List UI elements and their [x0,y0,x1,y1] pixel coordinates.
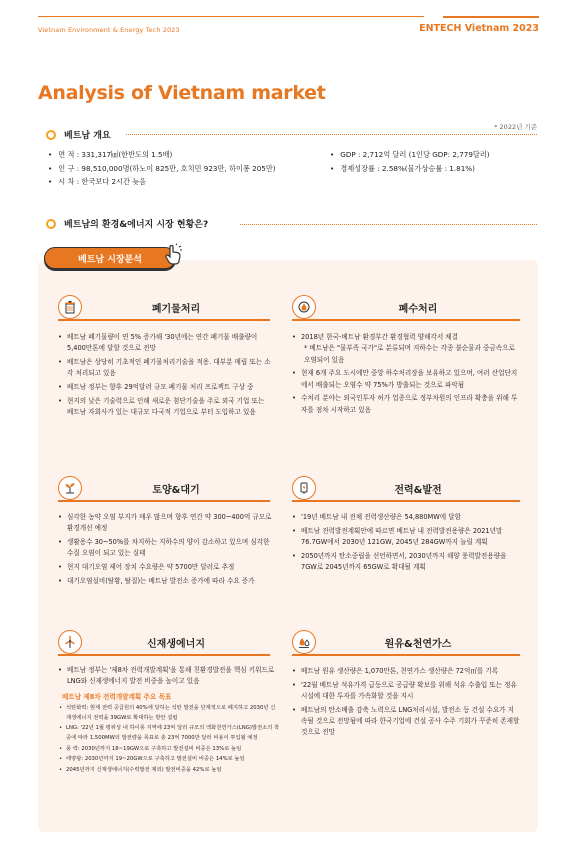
list-item: • 베트남 원유 생산량은 1,070만톤, 천연가스 생산량은 72억㎥를 기록 [292,666,520,677]
card-renewable-list [58,665,280,688]
card-soil-air-list [58,512,272,589]
card-waste-title: 폐기물처리 [151,304,201,315]
card-power-title: 전력&발전 [394,485,442,496]
pill-label: 베트남 시장분석 [78,254,142,265]
overview-left-list [48,148,338,189]
list-item: • 현재 6개 주요 도시에만 중앙 하수처리장을 보유하고 있으며, 여러 산업단지에서 배출되는 오염수 약 75%가 방출되는 것으로 파악됨 [292,368,520,391]
header-rule [38,16,424,17]
list-item: • '22월 베트남 석유가격 급등으로 공급량 확보를 위해 석유 수출입 또는 정유시설에 대한 투자를 가속화할 것을 지시 [292,680,520,703]
list-item: • 2045년까지 신재생에너지(수력발전 제외) 발전비중을 42%로 높임 [58,765,280,775]
page-header [38,16,539,40]
card-waste-list [58,332,272,421]
market-analysis-pill [44,247,176,269]
list-item: • 심각한 농약 오염 부지가 매우 많으며 향후 연간 약 300~400억 규모로 환경개선 예정 [58,512,272,535]
list-item: • 베트남 정부는 '제8차 전력개발계획'을 통해 친환경발전을 핵심 키워드로 LNG와 신재생에너지 발전 비중을 높이고 있음 [58,665,280,688]
card-renewable-title: 신재생에너지 [147,639,205,650]
wind-turbine-icon [58,630,82,654]
list-item: • 베트남 폐기물량이 연 5% 증가해 '30년에는 연간 폐기물 배출량이 5,400만톤에 달할 것으로 전망 [58,332,272,355]
list-item: • 베트남은 상당히 기초적인 폐기물처리기술을 적용. 대부분 매립 또는 소각 처리되고 있음 [58,357,272,380]
card-resources-head [292,630,520,654]
list-item: * 베트남은 "물부족 국가"로 분류되며 지하수는 각종 불순물과 중금속으로 오염되어 있음 [304,344,515,364]
card-resources-title: 원유&천연가스 [384,639,452,650]
list-item: • LNG: '22년 1월 평위성 내 하이퐁 지역에 23억 달러 규모의 액화천연가스(LNG)발전소의 착공에 따라 1,500MW의 발전량을 목표로 총 23억 7000만 달러 비용이 투입될 예정 [58,723,280,743]
overview-area: • 면 적 : 331,317㎢(한반도의 1.5배) [48,148,338,162]
list-item: • 수처리 분야는 외국인투자 허가 업종으로 정부차원의 인프라 확충을 위해 투자를 점차 시작하고 있음 [292,393,520,416]
bullet-circle-icon [46,130,56,140]
card-soil-air-title: 토양&대기 [152,485,200,496]
header-right-text: ENTECH Vietnam 2023 [419,23,539,34]
card-rule [58,319,270,321]
list-item: • 현지 대기오염 제어 장치 수요량은 약 5700만 달러로 추정 [58,562,272,573]
list-item: • '19년 베트남 내 전체 전력생산량은 54,880MW에 달함 [292,512,520,523]
waste-bin-icon [58,295,82,319]
market-heading-text: 베트남의 환경&에너지 시장 현황은? [64,220,209,230]
card-wastewater-list [292,332,520,418]
list-item: • 대기오염설비(탈황, 탈질)는 베트남 발전소 증가에 따라 수요 증가 [58,576,272,587]
plant-icon [58,476,82,500]
overview-heading-text: 베트남 개요 [64,131,111,141]
page-title: Analysis of Vietnam market [38,82,326,104]
overview-right-list [330,148,540,175]
card-renewable-head [58,630,270,654]
header-left-text: Vietnam Environment & Energy Tech 2023 [38,26,180,34]
card-rule [292,654,520,656]
market-dotted-rule [240,224,537,225]
overview-gdp: • GDP : 2,712억 달러 (1인당 GDP: 2,779달러) [330,148,540,162]
market-heading [46,217,208,230]
list-item: • 2050년까지 탄소중립을 선언하면서, 2030년까지 해양 풍력발전용량을 7GW로 2045년까지 65GW로 확대될 계획 [292,551,520,574]
card-rule [292,500,520,502]
renewable-sub-heading: 베트남 제8차 전력개발계획 주요 목표 [62,692,172,701]
list-item: • 현지의 낮은 기술력으로 인해 새로운 첨단기술을 주로 외국 기업 또는 베트남 자회사가 있는 대규모 다국적 기업으로 부터 도입하고 있음 [58,396,272,419]
list-item: • 석탄화력: 현재 전력 공급원의 40%에 달하는 석탄 발전을 단계적으로 폐지하고 2030년 신재생에너지 전력을 39GW로 확대하는 방안 설립 [58,703,280,723]
list-item: • 베트남 정부는 향후 29억달러 규모 폐기물 처리 프로젝트 구상 중 [58,382,272,393]
list-item-text: 베트남은 "물부족 국가"로 분류되며 지하수는 각종 불순물과 중금속으로 오염되어 있음 [304,344,515,364]
list-item: • 베트남의 탄소배출 감축 노력으로 LNG처리시설, 발전소 등 건설 수요가 지속될 것으로 전망됨에 따라 한국기업에 건설 공사 수주 기회가 꾸준히 존재할 것으로 전망 [292,705,520,739]
card-waste-head [58,295,270,319]
bullet-circle-icon [46,219,56,229]
base-year-note: * 2022년 기준 [494,123,537,131]
list-item: • 풍 력: 2030년까지 18~19GW으로 구축하고 발전설비 비중은 13%로 높임 [58,744,280,754]
renewable-sub-list [58,703,280,775]
overview-timezone: • 시 차 : 한국보다 2시간 늦음 [48,175,338,189]
list-item: • 생활용수 30~50%를 차지하는 지하수의 양이 감소하고 있으며 심각한 수질 오염이 되고 있는 실태 [58,537,272,560]
list-item: • 베트남 전력발전계획안에 따르면 베트남 내 전력발전용량은 2021년말 76.7GW에서 2030년 121GW, 2045년 284GW까지 늘릴 계획 [292,526,520,549]
card-rule [292,319,520,321]
overview-dotted-rule [126,134,537,135]
card-rule [58,654,270,656]
card-rule [58,500,270,502]
list-item: • 2018년 한국-베트남 환경부간 환경협력 양해각서 체결 [292,332,520,343]
card-soil-air-head [58,476,270,500]
oil-drops-icon [292,630,316,654]
card-power-list [292,512,520,576]
water-drop-icon [292,295,316,319]
overview-heading [46,128,111,141]
card-resources-list [292,666,520,741]
card-wastewater-head [292,295,520,319]
power-plug-icon [292,476,316,500]
card-renewable-body [58,665,280,775]
header-right-bar [443,16,539,18]
overview-population: • 인 구 : 98,510,000명(하노이 825만, 호치민 923만, 하이퐁 205만) [48,162,338,176]
click-hand-icon [162,243,186,267]
card-power-head [292,476,520,500]
card-wastewater-title: 폐수처리 [398,304,438,315]
list-item: • 태양광: 2030년까지 19~20GW으로 구축하고 발전설비 비중은 14%로 높임 [58,754,280,764]
overview-growth: • 경제성장률 : 2.58%(물가상승률 : 1.81%) [330,162,540,176]
